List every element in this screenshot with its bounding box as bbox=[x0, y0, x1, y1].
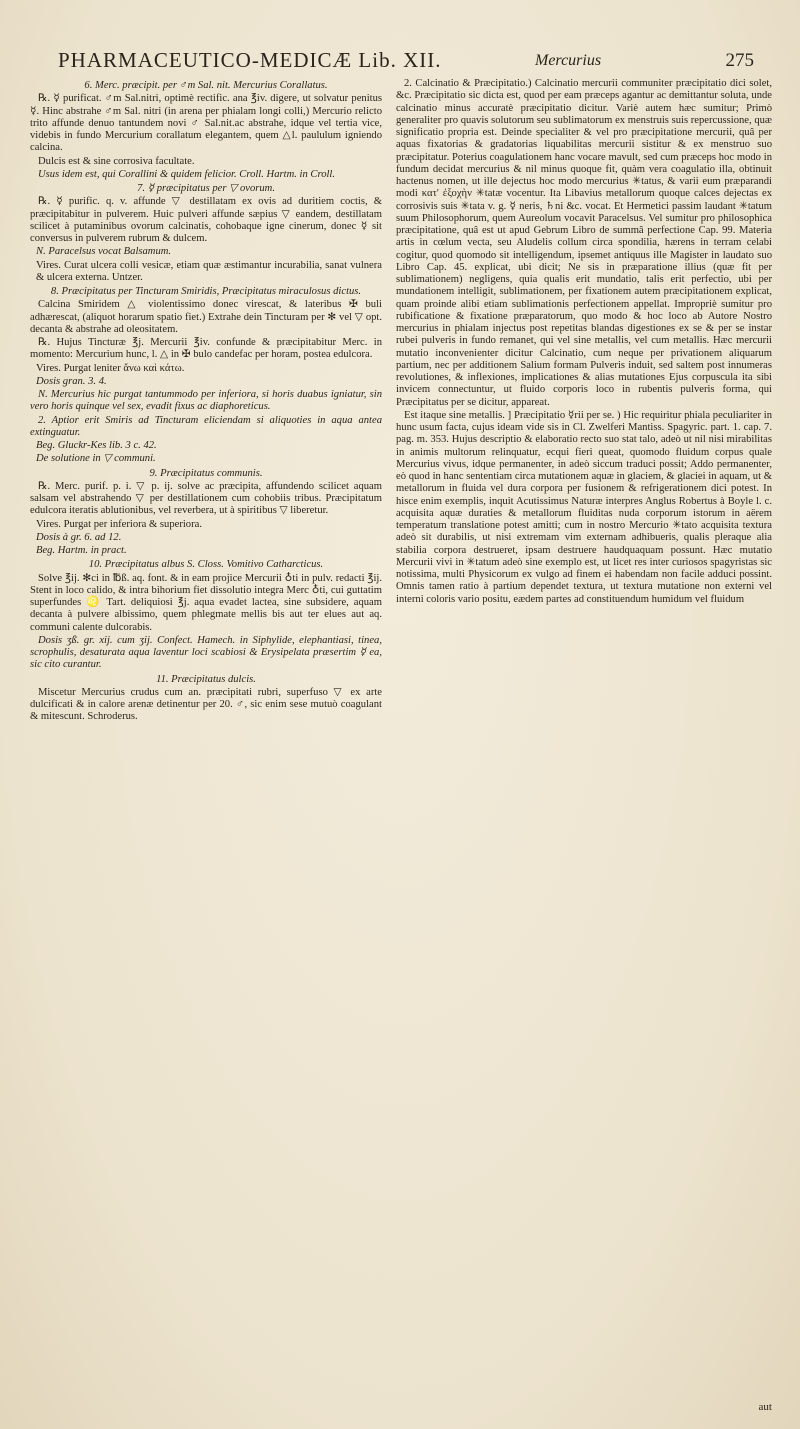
text-paragraph: Usus idem est, qui Corallini & quidem felicior. Croll. Hartm. in Croll. bbox=[38, 168, 336, 180]
section-heading: 9. Præcipitatus communis. bbox=[149, 467, 263, 479]
text-paragraph: Beg. Hartm. in pract. bbox=[36, 545, 127, 556]
text-paragraph: ℞. ☿ purificat. ♂m Sal.nitri, optimè rectific. ana ℥iv. digere, ut solvatur penitus ☿. Hinc abstrahe ♂m Sal. nitri (in arena per phialam longi colli,) Mercurio relicto trito affunde denuo tantundem novi ♂ Sal.nit.ac abstrahe, idque vel tertia vice, videbis in fundo Mercurium corallatum elegantem, quem △l. paululum igniendo calcina. bbox=[30, 93, 382, 154]
text-paragraph: Dosis ʒß. gr. xij. cum ʒij. Confect. Hamech. in Siphylide, elephantiasi, tinea, scrophulis, desaturata aqua laventur loci scabiosi & Erysipelata præsertim ☿ ea, sic cito curantur. bbox=[30, 634, 382, 671]
text-paragraph: Calcina Smiridem △ violentissimo donec virescat, & lateribus ✠ buli adhærescat, (aliquot horarum spatio fiet.) Extrahe dein Tincturam per ✻ vel ▽ opt. decanta & abstrahe ad oleositatem. bbox=[30, 299, 382, 335]
text-paragraph: Dosis gran. 3. 4. bbox=[36, 375, 107, 387]
text-paragraph: N. Paracelsus vocat Balsamum. bbox=[36, 246, 172, 258]
section-heading: 7. ☿ præcipitatus per ▽ ovorum. bbox=[137, 183, 275, 194]
section-heading: 10. Præcipitatus albus S. Closs. Vomitivo Catharcticus. bbox=[88, 559, 324, 571]
section-title: Mercurius bbox=[535, 52, 602, 69]
section-heading: 11. Præcipitatus dulcis. bbox=[156, 673, 256, 685]
text-paragraph: Beg. Gluckr-Kes lib. 3 c. 42. bbox=[36, 440, 157, 451]
catchword: aut bbox=[758, 1401, 772, 1413]
text-paragraph: Solve ℥ij. ✻ci in ℔ß. aq. font. & in eam projice Mercurii ♁ti in pulv. redacti ℥ij. Stent in loco calido, & intra bihorium fiet dissolutio integra Merc ♁ti, cui guttatim superfundes ♌ Tart. deliquiosi ℥j. aqua evadet lactea, sine subsidere, aquam decanta à pulvere albissimo, quem phlegmate mellis bis aut ter elues aut aq. communi calente dulcorabis. bbox=[30, 572, 382, 633]
text-paragraph: ℞. Merc. purif. p. i. ▽ p. ij. solve ac præcipita, affundendo scilicet aquam salsam vel abstrahendo ▽ per destillationem cum cohobiis tribus. Præcipitatum edulcora iteratis ablutionibus, vel reverbera, ut à spiritibus ▽ liberetur. bbox=[30, 480, 382, 517]
text-paragraph: ℞. ☿ purific. q. v. affunde ▽ destillatam ex ovis ad duritiem coctis, & præcipitabitur in pulverem. Huic pulveri affunde sæpius ▽ eandem, destillatam scilicet à putaminibus ovorum calcinatis, cohobaque igne cinerum, donec ☿ sit conversus in pulverem rubrum & dulcem. bbox=[30, 196, 382, 244]
text-paragraph: Vires. Purgat leniter ἄνω καὶ κάτω. bbox=[36, 362, 185, 374]
text-paragraph: 2. Calcinatio & Præcipitatio.) Calcinatio mercurii communiter præcipitatio dici solet, &c. Præcipitatio sic dicta est, quod per eam præceps agantur ac demittantur soluta, unde calcinatio minus accuratè præcipitatio dicitur. Variè autem hæc sumitur; Primò generaliter pro quavis solutorum seu sublimatorum ex menstruis suis repercussione, quæ significatio propria est. Deinde specialiter & vel pro præcipitatione mercurii, quâ per aquas fixatorias & gradatorias liquabilitas mercurii sistitur & ex menstruo suo præcipitatur. Poterius coagulationem hanc vocare mavult, sed cum præceps hoc modo in fundum decidat mercurius & nil minus quoque fit, quàm vera coagulatio illa, obtinuit hactenus nomen, ut ille dejectus hoc modo mercurius ✳tatus, & varii eum præparandi modi κατ' ἐξοχὴν ✳tatæ vocentur. Ita Libavius metallorum quoque calces dejectas ex corrosivis suis ✳tata v. g. ☿ neris, ♄ni &c. vocat. Et Hermetici passim laudant ✳tatum suum Philosophorum, quem Aureolum vocavit Paracelsus. Vel sumitur pro philosophica præcipitatione, quâ est ut apud Gebrum Libro de summâ perfectione Cap. 99. Materia artis in cœlum vecta, seu Aludelis collum circa spondilia, hærens in terram celabi cogitur, quod quomodo sit intelligendum, ipsemet antiquus ille Magister in laudato suo Libro Cap. 45. explicat, ubi dicit; Ne sis in præparatione illius (quæ fit per sublimationem) negligens, quia qualis erit mundatio, talis erit perfectio, ubi per mundationem intelligit, sublimationem, per fixationem autem præcipitationem explicat, quam proinde alibi etiam sublimationis perfectionem appellat. Impropriè sumitur pro rubificatione & fixatione præparatorum, quo modo & hoc loco ab Autore Nostro mercurius in phialam injectus post repetitas blandas digestiones ex se & per se instar rubei pulveris in fundo remanet, qui vel sine metallis, vel cum metallis. Hæc mercurii mutatio inconvenienter dicitur Calcinatio, cum neque per privationem aliquarum partium, nec per additionem Salium formam Pulveris induit, sed saltem post innumeras revolutiones, & inflexiones, implicationes & alias mutationes Ejus corpuscula ita sibi invicem connectuntur, ut fluido corporis loco in rubentis pulveris forma, qui Præcipitatus per se dicitur, appareat. bbox=[396, 78, 772, 408]
page-header bbox=[58, 48, 762, 76]
text-paragraph: Vires. Purgat per inferiora & superiora. bbox=[36, 518, 202, 530]
right-column bbox=[396, 78, 772, 1419]
text-paragraph: Miscetur Mercurius crudus cum an. præcipitati rubri, superfuso ▽ ex arte dulcificati & in calore arenæ detinentur per 20. ♂, sic enim sese mutuò coagulant & mitescunt. Schroderus. bbox=[30, 686, 382, 723]
text-paragraph: Dosis à gr. 6. ad 12. bbox=[36, 531, 122, 543]
section-heading: 6. Merc. præcipit. per ♂m Sal. nit. Mercurius Corallatus. bbox=[84, 80, 328, 91]
text-paragraph: N. Mercurius hic purgat tantummodo per inferiora, si horis duabus igniatur, sin vero horis quinque vel sex, evadit fixus ac diaphoreticus. bbox=[30, 389, 382, 413]
text-paragraph: Vires. Curat ulcera colli vesicæ, etiam quæ æstimantur incurabilia, sanat vulnera & ulcera externa. Untzer. bbox=[36, 259, 382, 283]
text-paragraph: ℞. Hujus Tincturæ ℥j. Mercurii ℥iv. confunde & præcipitabitur Merc. in momento: Mercurium hunc, l. △ in ✠ bulo candefac per horam, postea edulcora. bbox=[30, 337, 382, 361]
text-paragraph: De solutione in ▽ communi. bbox=[36, 453, 156, 465]
left-column bbox=[30, 78, 382, 1419]
text-paragraph: Est itaque sine metallis. ] Præcipitatio ☿rii per se. ) Hic requiritur phiala peculiariter in hunc usum facta, cujus ideam vide sis in Cl. Zwelferi Mantiss. Spagyric. part. 1. cap. 7. pag. m. 353. Hujus descriptio & elaboratio recto suo stat talo, adeò ut nil nisi mirabilitas in animis multorum relinquatur, ecqui fieri queat, quomodo fluidum corpus quale Mercurius vivus, idque permanenter, in adeò siccum traduci possit; Addo permanenter, eò quod in hanc sententiam circa mutationem aquæ in glaciem, & glaciei in aquam, ut & metallorum in fluida vel dura corpora per fusionem & refrigerationem dici potest. In hisce enim exemplis, inquit Acutissimus Naturæ interpres Anglus Robertus à Boyle l. c. acquisita aquæ duraties & metallorum fluiditas nuda corporum istorum in aërem temperatum translatione potest amitti; cum in nostro Mercurio ✳tato acquisita textura adeò sit durabilis, ut nisi extremam vim externam adhibueris, qualis pleraque alia stabilia corpora destrueret, ipsam destruere haudquaquam possunt. Hæc mutatio Mercurii vivi in ✳tatum adeò sine exemplo est, ut licet res inter curiosos spagyristas sic notissima, multi Physicorum ex vulgo ad finem ei habendam non facile adduci possint. Omnis tamen ratio à partium dependet textura, ut textura mutatione non externi vel interni coloris vario positu, eædem partes ad constituendum humidum vel fluidum bbox=[396, 409, 772, 605]
running-title: PHARMACEUTICO-MEDICÆ Lib. XII. bbox=[58, 48, 442, 72]
text-paragraph: 2. Aptior erit Smiris ad Tincturam eliciendam si aliquoties in aqua antea extinguatur. bbox=[30, 414, 382, 438]
text-paragraph: Dulcis est & sine corrosiva facultate. bbox=[38, 155, 195, 167]
page-number: 275 bbox=[725, 50, 754, 71]
text-columns bbox=[30, 78, 772, 1419]
section-heading: 8. Præcipitatus per Tincturam Smiridis, Præcipitatus miraculosus dictus. bbox=[50, 286, 362, 297]
